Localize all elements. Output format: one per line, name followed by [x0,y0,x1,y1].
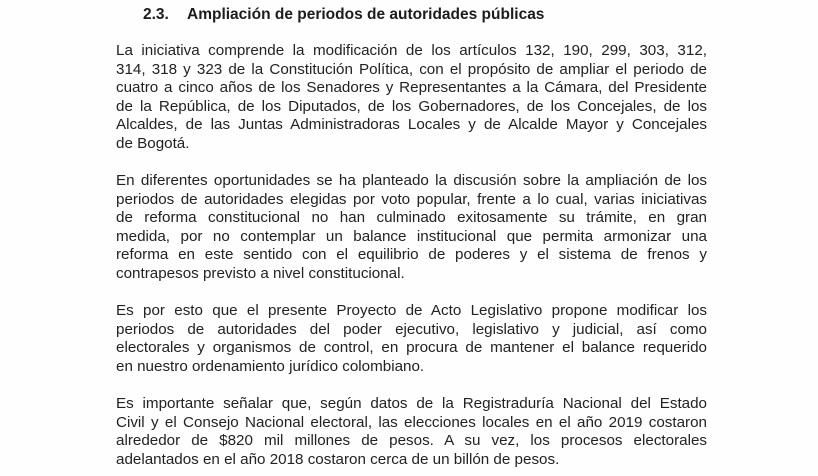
paragraph-line: La iniciativa comprende la modificación de los artículos 132, 190, 299, 303, 312, [116,42,707,59]
paragraph-line: Civil y el Consejo Nacional electoral, las elecciones locales en el año 2019 costaron [116,413,707,431]
paragraph-line: electorales y organismos de control, en procura de mantener el balance requerido [116,339,707,357]
paragraph-2 [116,172,707,284]
paragraph-line: cuatro a cinco años de los Senadores y Representantes a la Cámara, del Presidente [116,79,707,97]
section-number: 2.3. [143,6,169,23]
paragraph-line: Es importante señalar que, según datos de la Registraduría Nacional del Estado [116,395,707,412]
paragraph-4 [116,395,707,469]
paragraph-line: Alcaldes, de las Juntas Administradoras Locales y de Alcalde Mayor y Concejales [116,116,707,134]
paragraph-line: contrapesos previsto a nivel constitucional. [116,264,405,282]
paragraph-1 [116,42,707,154]
section-heading [143,6,544,24]
paragraph-line: de Bogotá. [116,134,190,152]
paragraph-line: periodos de autoridades del poder ejecutivo, legislativo y judicial, así como [116,320,707,338]
paragraph-3 [116,302,707,376]
paragraph-line: reforma en este sentido con el equilibrio de poderes y el sistema de frenos y [116,246,707,264]
paragraph-line: de la República, de los Diputados, de los Gobernadores, de los Concejales, de los [116,97,707,115]
paragraph-line: periodos de autoridades elegidas por voto popular, frente a lo cual, varias iniciativas [116,190,707,208]
section-title: Ampliación de periodos de autoridades públicas [187,6,545,23]
paragraph-line: en nuestro ordenamiento jurídico colombiano. [116,357,425,375]
paragraph-line: Es por esto que el presente Proyecto de Acto Legislativo propone modificar los [116,302,707,319]
paragraph-line: medida, por no contemplar un balance institucional que permita armonizar una [116,227,707,245]
paragraph-line: En diferentes oportunidades se ha planteado la discusión sobre la ampliación de los [116,172,707,189]
paragraph-line: de reforma constitucional no han culminado exitosamente su trámite, en gran [116,209,707,227]
paragraph-line: adelantados en el año 2018 costaron cerca de un billón de pesos. [116,450,560,468]
paragraph-line: 314, 318 y 323 de la Constitución Política, con el propósito de ampliar el periodo de [116,60,707,78]
paragraph-line: alrededor de $820 mil millones de pesos. A su vez, los procesos electorales [116,432,707,450]
